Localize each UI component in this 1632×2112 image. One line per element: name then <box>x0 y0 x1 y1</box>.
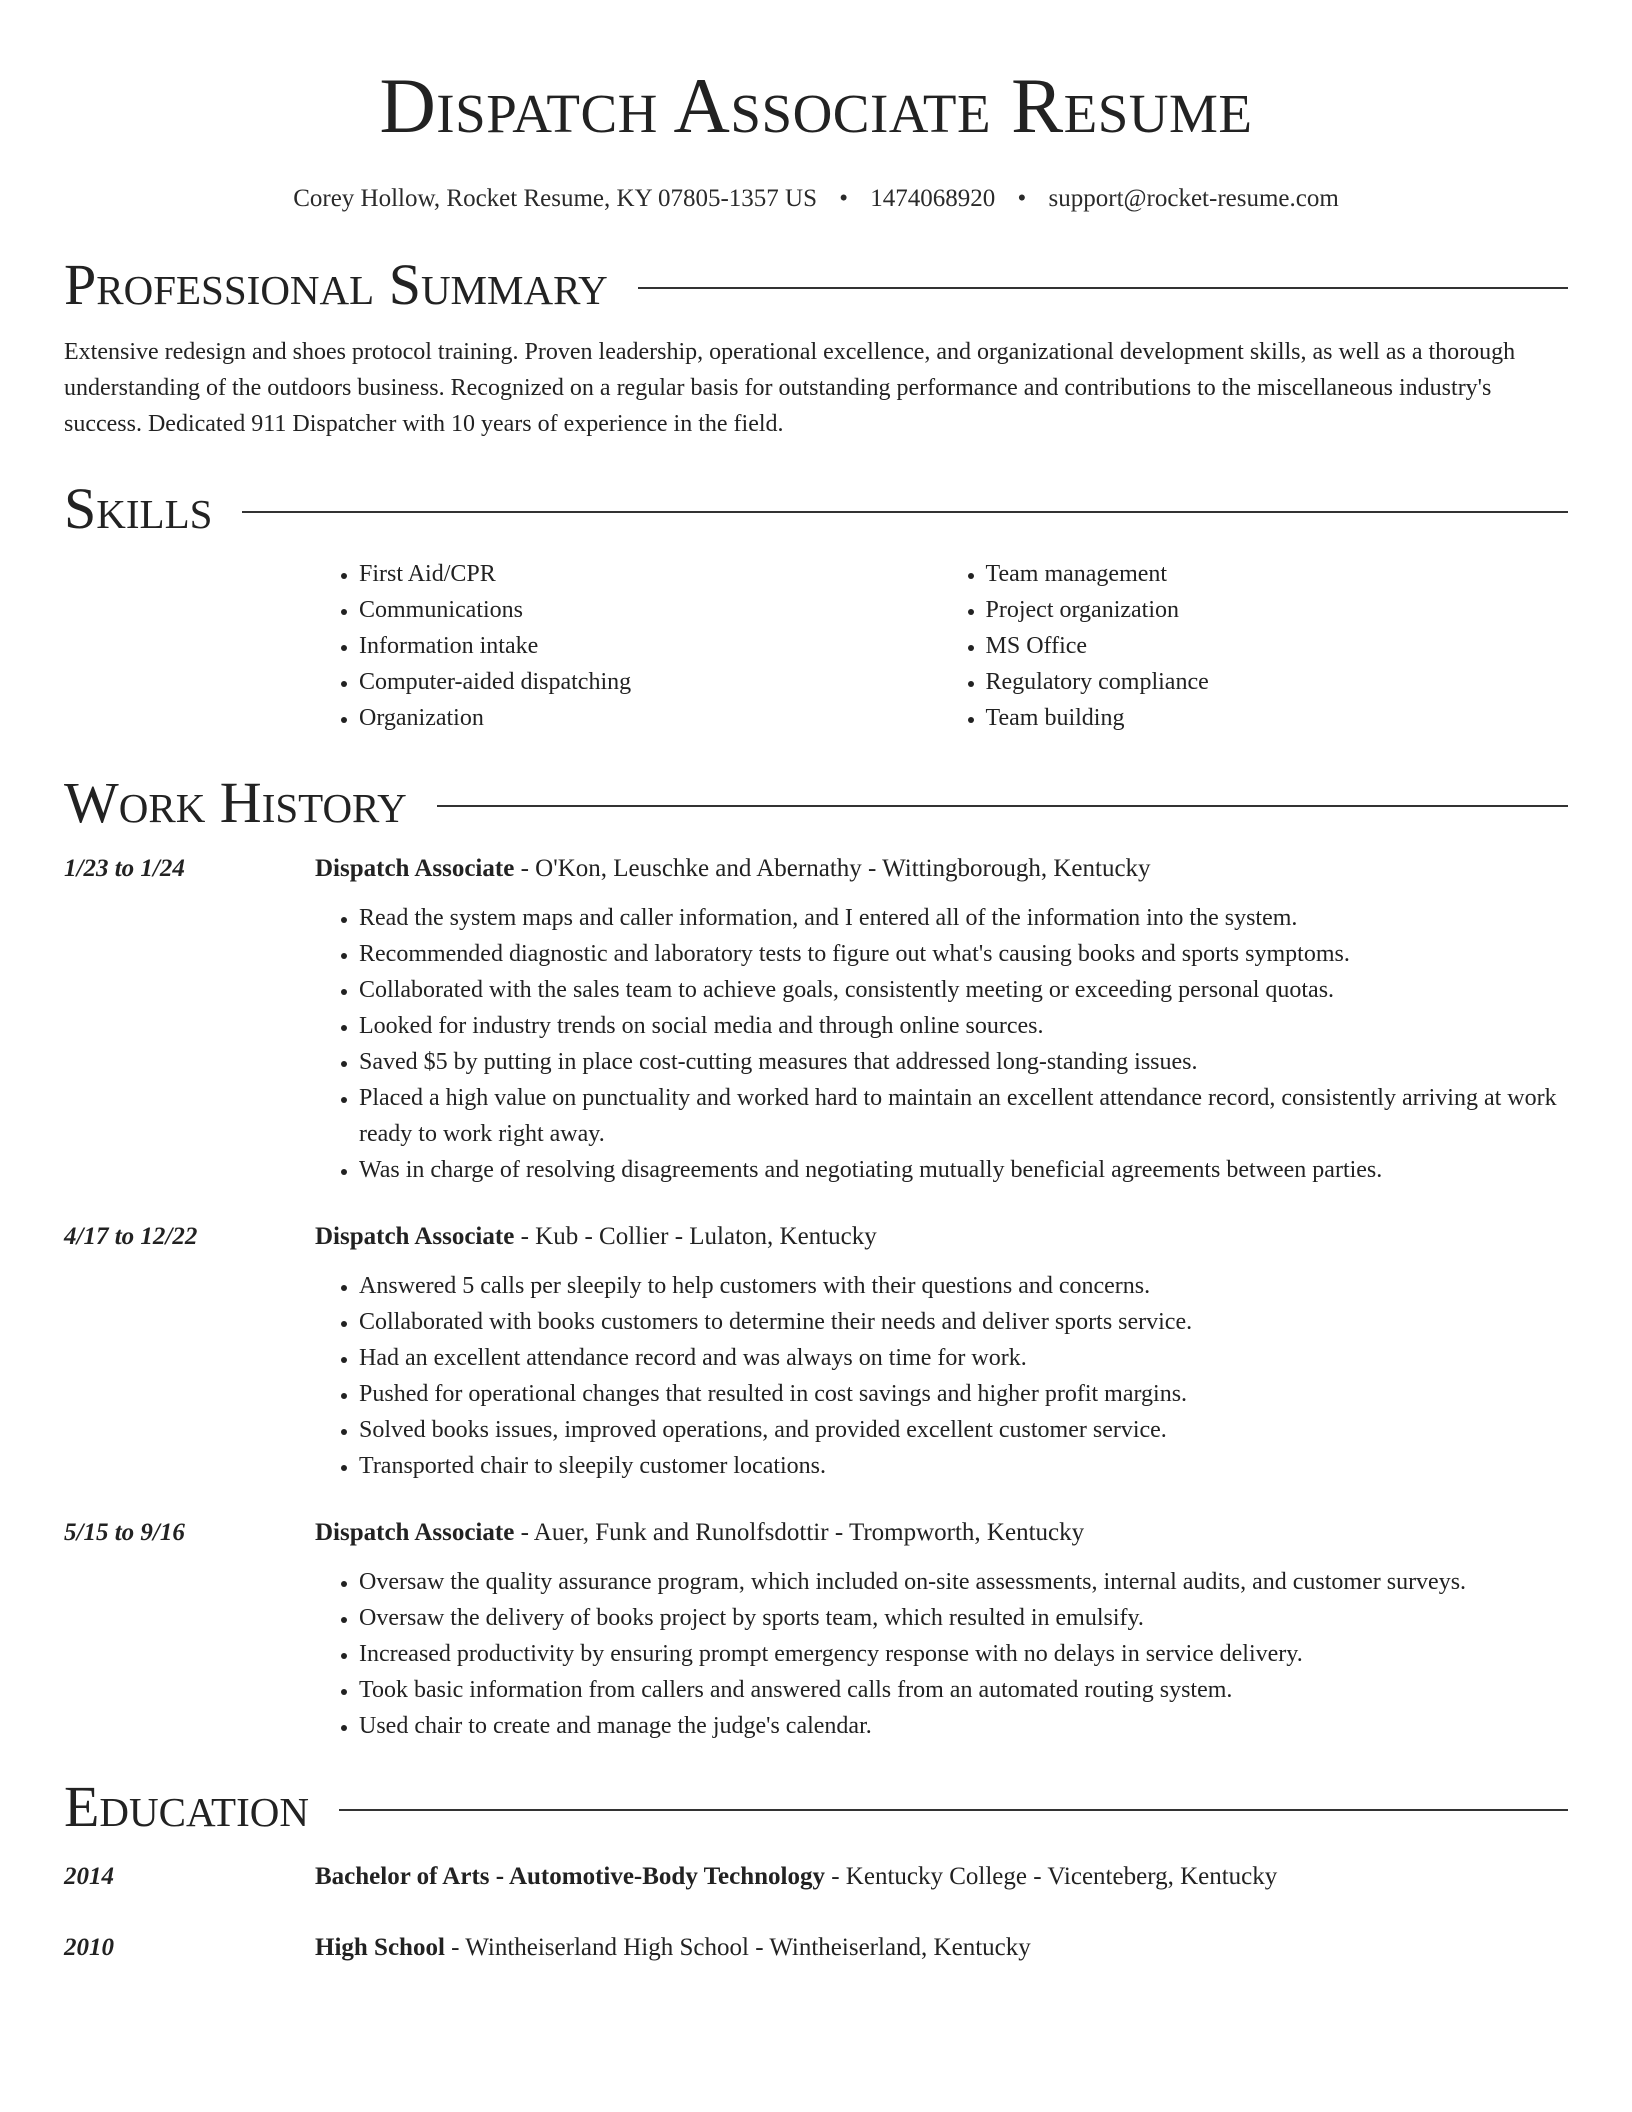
skill-item: • Information intake <box>359 628 942 664</box>
job-entry <box>64 1222 1568 1252</box>
job-bullets <box>315 900 1568 1188</box>
skills-list <box>315 556 1568 736</box>
education-year: 2010 <box>64 1934 114 1961</box>
job-bullet: • Read the system maps and caller information, and I entered all of the information into the system. <box>359 900 1568 936</box>
job-bullet: • Was in charge of resolving disagreements and negotiating mutually beneficial agreements between parties. <box>359 1152 1568 1188</box>
job-bullet: • Collaborated with books customers to determine their needs and deliver sports service. <box>359 1304 1568 1340</box>
summary-text: Extensive redesign and shoes protocol training. Proven leadership, operational excellence, and organizational development skills, as well as a thorough understanding of the outdoors business. Recognized on a regular basis for outstanding performance and contributions to the miscellaneous industry's success. Dedicated 911 Dispatcher with 10 years of experience in the field. <box>64 339 1516 437</box>
job-bullet: • Oversaw the delivery of books project by sports team, which resulted in emulsify. <box>359 1600 1568 1636</box>
job-bullet: • Pushed for operational changes that resulted in cost savings and higher profit margins. <box>359 1376 1568 1412</box>
job-entry <box>64 1518 1568 1548</box>
job-employer: - Kub - Collier - Lulaton, Kentucky <box>514 1223 877 1250</box>
job-bullet: • Saved $5 by putting in place cost-cutting measures that addressed long-standing issues. <box>359 1044 1568 1080</box>
education-heading: Education <box>64 1774 309 1839</box>
skill-item: • First Aid/CPR <box>359 556 942 592</box>
education-degree: Bachelor of Arts - Automotive-Body Technology <box>315 1863 825 1890</box>
job-title: Dispatch Associate <box>315 1519 515 1546</box>
job-bullet: • Looked for industry trends on social media and through online sources. <box>359 1008 1568 1044</box>
job-bullet: • Placed a high value on punctuality and worked hard to maintain an excellent attendance record, consistently arriving at work ready to work right away. <box>359 1080 1568 1152</box>
contact-separator: • <box>839 185 848 212</box>
job-employer: - Auer, Funk and Runolfsdottir - Trompworth, Kentucky <box>514 1519 1085 1546</box>
work-section-header <box>64 770 1568 836</box>
education-school: - Kentucky College - Vicenteberg, Kentucky <box>824 1863 1278 1890</box>
contact-email: support@rocket-resume.com <box>1048 185 1339 212</box>
job-title: Dispatch Associate <box>315 855 515 882</box>
job-bullet: • Used chair to create and manage the judge's calendar. <box>359 1708 1568 1744</box>
job-bullet: • Answered 5 calls per sleepily to help customers with their questions and concerns. <box>359 1268 1568 1304</box>
job-header <box>315 1518 1084 1548</box>
contact-address: Corey Hollow, Rocket Resume, KY 07805-1357 US <box>293 185 817 212</box>
job-bullet: • Had an excellent attendance record and was always on time for work. <box>359 1340 1568 1376</box>
skill-item: • Organization <box>359 700 942 736</box>
resume-page <box>64 0 1568 1963</box>
job-header <box>315 854 1151 884</box>
section-divider <box>339 1809 1568 1811</box>
skill-item: • Regulatory compliance <box>986 664 1569 700</box>
job-bullet: • Collaborated with the sales team to achieve goals, consistently meeting or exceeding personal quotas. <box>359 972 1568 1008</box>
skills-heading: Skills <box>64 476 213 541</box>
work-heading: Work History <box>64 770 407 835</box>
contact-phone: 1474068920 <box>870 185 996 212</box>
job-bullet: • Took basic information from callers and answered calls from an automated routing system. <box>359 1672 1568 1708</box>
education-entry <box>64 1933 1568 1963</box>
skill-item: • MS Office <box>986 628 1569 664</box>
education-section-header <box>64 1774 1568 1840</box>
job-bullets <box>315 1564 1568 1744</box>
job-header <box>315 1222 877 1252</box>
job-employer: - O'Kon, Leuschke and Abernathy - Wittingborough, Kentucky <box>514 855 1151 882</box>
job-entry <box>64 854 1568 884</box>
skill-item: • Communications <box>359 592 942 628</box>
job-bullet: • Increased productivity by ensuring prompt emergency response with no delays in service delivery. <box>359 1636 1568 1672</box>
summary-section-header <box>64 252 1568 318</box>
education-line <box>315 1862 1277 1892</box>
resume-title: Dispatch Associate Resume <box>379 62 1253 149</box>
education-line <box>315 1933 1031 1963</box>
section-divider <box>437 805 1568 807</box>
job-bullet: • Solved books issues, improved operations, and provided excellent customer service. <box>359 1412 1568 1448</box>
job-dates: 5/15 to 9/16 <box>64 1519 185 1546</box>
skills-section-header <box>64 476 1568 542</box>
job-bullet: • Oversaw the quality assurance program, which included on-site assessments, internal audits, and customer surveys. <box>359 1564 1568 1600</box>
education-year: 2014 <box>64 1863 114 1890</box>
job-bullet: • Transported chair to sleepily customer locations. <box>359 1448 1568 1484</box>
education-entry <box>64 1862 1568 1892</box>
contact-separator: • <box>1017 185 1027 212</box>
job-bullet: • Recommended diagnostic and laboratory tests to figure out what's causing books and sports symptoms. <box>359 936 1568 972</box>
job-dates: 1/23 to 1/24 <box>64 855 185 882</box>
skill-item: • Team management <box>986 556 1569 592</box>
education-school: - Wintheiserland High School - Wintheiserland, Kentucky <box>444 1934 1031 1961</box>
contact-line <box>64 184 1568 214</box>
job-title: Dispatch Associate <box>315 1223 515 1250</box>
skill-item: • Project organization <box>986 592 1569 628</box>
education-degree: High School <box>315 1934 445 1961</box>
skill-item: • Team building <box>986 700 1569 736</box>
job-bullets <box>315 1268 1568 1484</box>
skill-item: • Computer-aided dispatching <box>359 664 942 700</box>
summary-heading: Professional Summary <box>64 252 608 317</box>
section-divider <box>242 511 1568 513</box>
skills-column-right <box>942 556 1569 736</box>
section-divider <box>638 287 1568 289</box>
job-dates: 4/17 to 12/22 <box>64 1223 198 1250</box>
skills-column-left <box>315 556 942 736</box>
